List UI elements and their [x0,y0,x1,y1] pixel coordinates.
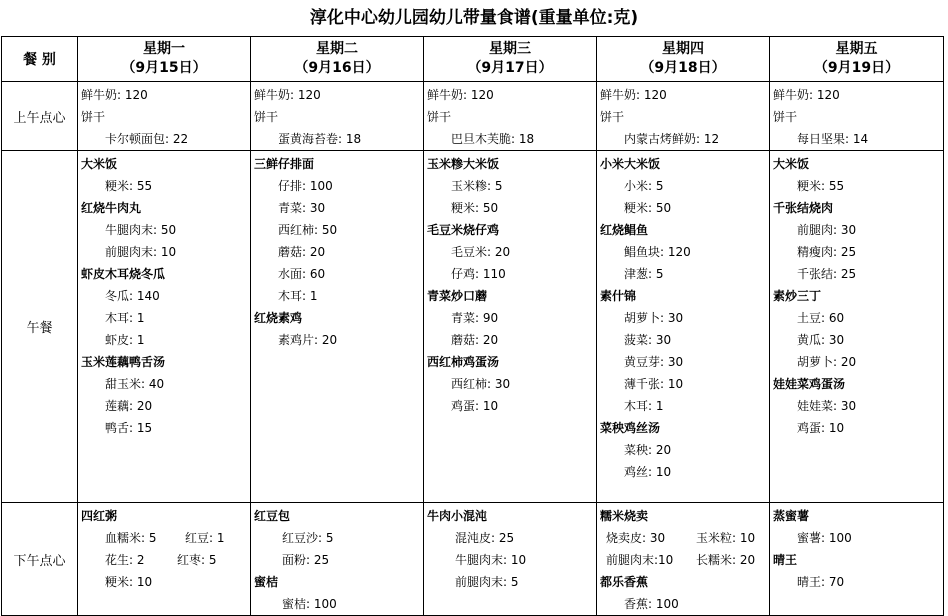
ingredient: 仔排: 100 [278,179,333,193]
morning-cell-mon [78,82,251,151]
menu-item: 饼干 [773,110,798,124]
ingredient: 胡萝卜: 30 [624,311,684,325]
dish-name: 虾皮木耳烧冬瓜 [81,267,166,281]
menu-item: 晴王: 70 [797,575,845,589]
menu-item [600,549,769,571]
ingredient: 毛豆米: 20 [451,245,511,259]
day-header-mon [78,37,251,82]
menu-item: 饼干 [254,110,279,124]
ingredient: 青菜: 90 [451,311,499,325]
afternoon-row [2,503,944,616]
afternoon-cell-thu [597,503,770,616]
dish-name: 西红柿鸡蛋汤 [427,355,500,369]
day-date: （9月18日） [640,60,726,76]
ingredient: 血糯米: 5 [105,531,157,545]
ingredient: 菜秧: 20 [624,443,672,457]
dish-name: 大米饭 [81,157,118,171]
menu-item: 鲜牛奶: 120 [254,88,321,102]
lunch-cell [770,151,944,503]
meal-label-lunch: 午餐 [2,151,78,503]
ingredient: 菠菜: 30 [624,333,672,347]
menu-item: 饼干 [600,110,625,124]
dish-name: 四红粥 [81,509,118,523]
ingredient: 黄瓜: 30 [797,333,845,347]
dish-name: 娃娃菜鸡蛋汤 [773,377,846,391]
ingredient: 烧卖皮: 30 [606,531,666,545]
day-header-wed [424,37,597,82]
ingredient: 莲藕: 20 [105,399,153,413]
corner-cell: 餐 别 [2,37,78,82]
dish-name: 玉米莲藕鸭舌汤 [81,355,166,369]
menu-item: 前腿肉末: 5 [455,575,519,589]
ingredient: 鲳鱼块: 120 [624,245,691,259]
menu-item: 鲜牛奶: 120 [773,88,840,102]
day-name: 星期三 [489,41,531,57]
ingredient: 玉米糁: 5 [451,179,503,193]
ingredient: 黄豆芽: 30 [624,355,684,369]
dish-name: 糯米烧卖 [600,509,649,523]
dish-name: 红豆包 [254,509,291,523]
ingredient: 牛腿肉末: 50 [105,223,177,237]
afternoon-cell-wed [424,503,597,616]
dish-name: 菜秧鸡丝汤 [600,421,661,435]
dish-name: 玉米糁大米饭 [427,157,500,171]
menu-item: 饼干 [427,110,452,124]
header-row [2,37,944,82]
ingredient: 长糯米: 20 [696,553,756,567]
day-header-fri [770,37,944,82]
menu-table [1,36,944,616]
morning-row [2,82,944,151]
ingredient: 胡萝卜: 20 [797,355,857,369]
menu-item: 饼干 [81,110,106,124]
ingredient: 仔鸡: 110 [451,267,506,281]
ingredient: 小米: 5 [624,179,664,193]
ingredient: 素鸡片: 20 [278,333,338,347]
morning-cell-tue [251,82,424,151]
dish-name: 毛豆米烧仔鸡 [427,223,500,237]
ingredient: 鸡蛋: 10 [797,421,845,435]
lunch-row [2,151,944,503]
menu-item: 每日坚果: 14 [797,132,869,146]
ingredient: 青菜: 30 [278,201,326,215]
ingredient: 水面: 60 [278,267,326,281]
menu-item: 内蒙古烤鲜奶: 12 [624,132,720,146]
lunch-cell [597,151,770,503]
afternoon-cell-fri [770,503,944,616]
day-name: 星期一 [143,41,185,57]
menu-item: 混沌皮: 25 [455,531,515,545]
ingredient: 冬瓜: 140 [105,289,160,303]
dish-name: 素炒三丁 [773,289,822,303]
menu-item: 蜜桔: 100 [282,597,337,611]
ingredient: 前腿肉末:10 [606,553,674,567]
ingredient: 蘑菇: 20 [278,245,326,259]
menu-item: 蛋黄海苔卷: 18 [278,132,362,146]
menu-item: 蜜薯: 100 [797,531,852,545]
ingredient: 鸡蛋: 10 [451,399,499,413]
menu-item [600,527,769,549]
ingredient: 土豆: 60 [797,311,845,325]
ingredient: 西红柿: 50 [278,223,338,237]
menu-item: 卡尔顿面包: 22 [105,132,189,146]
dish-name: 小米大米饭 [600,157,661,171]
ingredient: 粳米: 50 [624,201,672,215]
menu-item: 鲜牛奶: 120 [427,88,494,102]
menu-item: 面粉: 25 [282,553,330,567]
ingredient: 粳米: 55 [105,179,153,193]
day-date: （9月17日） [467,60,553,76]
ingredient: 花生: 2 [105,553,145,567]
menu-item: 鲜牛奶: 120 [600,88,667,102]
meal-label-afternoon: 下午点心 [2,503,78,616]
dish-name: 蜜桔 [254,575,279,589]
dish-name: 晴王 [773,553,798,567]
ingredient: 虾皮: 1 [105,333,145,347]
meal-label-morning: 上午点心 [2,82,78,151]
afternoon-cell-tue [251,503,424,616]
day-date: （9月15日） [121,60,207,76]
ingredient: 西红柿: 30 [451,377,511,391]
dish-name: 红烧牛肉丸 [81,201,142,215]
dish-name: 红烧鲳鱼 [600,223,649,237]
ingredient: 红豆: 1 [185,531,225,545]
ingredient: 精瘦肉: 25 [797,245,857,259]
menu-item: 巴旦木芙脆: 18 [451,132,535,146]
dish-name: 蒸蜜薯 [773,509,810,523]
dish-name: 青菜炒口蘑 [427,289,488,303]
dish-name: 牛肉小混沌 [427,509,488,523]
morning-cell-thu [597,82,770,151]
day-name: 星期二 [316,41,358,57]
ingredient: 玉米粒: 10 [696,531,756,545]
lunch-cell [78,151,251,503]
ingredient: 鸡丝: 10 [624,465,672,479]
menu-item [81,549,250,571]
ingredient: 粳米: 50 [451,201,499,215]
dish-name: 三鲜仔排面 [254,157,315,171]
ingredient: 前腿肉末: 10 [105,245,177,259]
ingredient: 薄千张: 10 [624,377,684,391]
ingredient: 娃娃菜: 30 [797,399,857,413]
page-title: 淳化中心幼儿园幼儿带量食谱(重量单位:克) [309,8,639,28]
ingredient: 甜玉米: 40 [105,377,165,391]
ingredient: 千张结: 25 [797,267,857,281]
lunch-cell [424,151,597,503]
day-date: （9月16日） [294,60,380,76]
dish-name: 千张结烧肉 [773,201,834,215]
ingredient: 木耳: 1 [624,399,664,413]
ingredient: 鸭舌: 15 [105,421,153,435]
dish-name: 都乐香蕉 [600,575,649,589]
ingredient: 蘑菇: 20 [451,333,499,347]
ingredient: 木耳: 1 [105,311,145,325]
menu-item: 粳米: 10 [105,575,153,589]
afternoon-cell-mon [78,503,251,616]
menu-item [81,527,250,549]
menu-item: 红豆沙: 5 [282,531,334,545]
ingredient: 红枣: 5 [177,553,217,567]
morning-cell-wed [424,82,597,151]
day-name: 星期四 [662,41,704,57]
menu-item: 香蕉: 100 [624,597,679,611]
menu-item: 牛腿肉末: 10 [455,553,527,567]
dish-name: 素什锦 [600,289,637,303]
morning-cell-fri [770,82,944,151]
ingredient: 津葱: 5 [624,267,664,281]
day-header-tue [251,37,424,82]
day-name: 星期五 [835,41,878,57]
menu-item: 鲜牛奶: 120 [81,88,148,102]
ingredient: 粳米: 55 [797,179,845,193]
ingredient: 前腿肉: 30 [797,223,857,237]
day-date: （9月19日） [813,60,900,76]
day-header-thu [597,37,770,82]
dish-name: 大米饭 [773,157,810,171]
lunch-cell [251,151,424,503]
dish-name: 红烧素鸡 [254,311,303,325]
ingredient: 木耳: 1 [278,289,318,303]
